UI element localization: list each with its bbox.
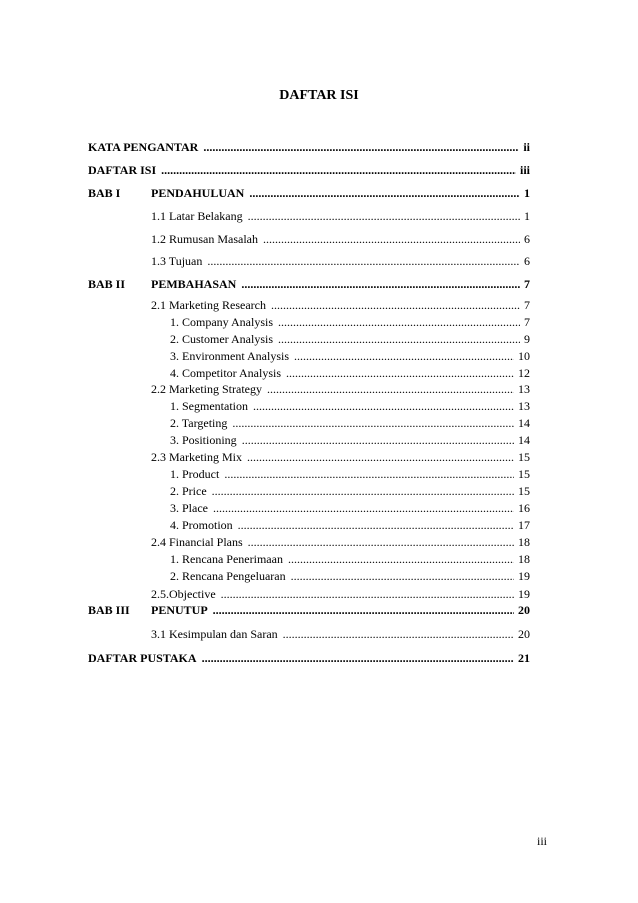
toc-entry-page-number: 7 — [520, 277, 530, 291]
toc-entry-label: 2. Rencana Pengeluaran — [170, 569, 286, 583]
toc-entry-label: 1. Rencana Penerimaan — [170, 552, 283, 566]
toc-entry-page-number: 14 — [514, 416, 530, 430]
toc-entry-page-number: iii — [516, 163, 530, 177]
toc-entry-label: 4. Promotion — [170, 518, 233, 532]
toc-entry-page-number: 6 — [520, 232, 530, 246]
toc-entry[interactable] — [151, 587, 530, 601]
toc-entry[interactable] — [151, 627, 530, 641]
toc-entry-leader — [88, 651, 530, 665]
toc-entry-leader — [151, 603, 530, 617]
toc-entry[interactable] — [170, 484, 530, 498]
toc-entry-leader — [170, 349, 530, 363]
toc-entry[interactable] — [151, 298, 530, 312]
toc-entry-page-number: 15 — [514, 450, 530, 464]
toc-entry[interactable] — [170, 552, 530, 566]
toc-entry-page-number: 18 — [514, 535, 530, 549]
chapter-number: BAB III — [88, 603, 130, 617]
toc-entry-leader — [170, 552, 530, 566]
toc-entry-page-number: 7 — [520, 315, 530, 329]
toc-entry-page-number: 9 — [520, 332, 530, 346]
toc-entry-leader — [151, 535, 530, 549]
toc-entry-label: 1. Company Analysis — [170, 315, 274, 329]
toc-entry-label: 1. Segmentation — [170, 399, 248, 413]
toc-entry-leader — [170, 332, 530, 346]
toc-entry-label: 3.1 Kesimpulan dan Saran — [151, 627, 278, 641]
toc-entry[interactable] — [151, 186, 530, 200]
toc-entry-label: 2.4 Financial Plans — [151, 535, 243, 549]
toc-entry-leader — [151, 209, 530, 223]
toc-entry[interactable] — [151, 209, 530, 223]
toc-entry-leader — [88, 140, 530, 154]
toc-entry[interactable] — [170, 399, 530, 413]
toc-entry-page-number: 13 — [514, 382, 530, 396]
toc-entry-leader — [170, 399, 530, 413]
toc-entry-label: 3. Environment Analysis — [170, 349, 289, 363]
toc-entry-page-number: 13 — [514, 399, 530, 413]
toc-entry-page-number: 19 — [514, 587, 530, 601]
toc-entry-label: 2. Targeting — [170, 416, 228, 430]
toc-entry[interactable] — [170, 366, 530, 380]
toc-entry-leader — [151, 587, 530, 601]
toc-entry[interactable] — [151, 277, 530, 291]
toc-entry-label: 4. Competitor Analysis — [170, 366, 281, 380]
chapter-number: BAB II — [88, 277, 126, 291]
toc-entry[interactable] — [151, 382, 530, 396]
toc-entry-page-number: 21 — [514, 651, 530, 665]
toc-entry-page-number: 15 — [514, 484, 530, 498]
toc-entry[interactable] — [88, 140, 530, 154]
toc-entry-label: DAFTAR ISI — [88, 163, 157, 177]
toc-entry-label: 3. Positioning — [170, 433, 237, 447]
toc-entry-page-number: 14 — [514, 433, 530, 447]
toc-entry-leader — [151, 254, 530, 268]
toc-entry-leader — [88, 163, 530, 177]
toc-entry-leader — [151, 186, 530, 200]
toc-entry-label: 2.1 Marketing Research — [151, 298, 266, 312]
toc-entry-label: PEMBAHASAN — [151, 277, 237, 291]
toc-entry[interactable] — [151, 254, 530, 268]
toc-entry-leader — [170, 416, 530, 430]
toc-entry[interactable] — [170, 349, 530, 363]
toc-entry[interactable] — [170, 569, 530, 583]
toc-entry-label: KATA PENGANTAR — [88, 140, 199, 154]
toc-entry[interactable] — [151, 535, 530, 549]
toc-entry-leader — [151, 627, 530, 641]
toc-entry-label: 1.2 Rumusan Masalah — [151, 232, 258, 246]
toc-entry[interactable] — [170, 518, 530, 532]
toc-entry-page-number: 16 — [514, 501, 530, 515]
toc-entry-page-number: 6 — [520, 254, 530, 268]
toc-entry-leader — [151, 232, 530, 246]
chapter-number: BAB I — [88, 186, 121, 200]
toc-entry[interactable] — [170, 315, 530, 329]
toc-entry-leader — [170, 433, 530, 447]
toc-entry-label: PENDAHULUAN — [151, 186, 245, 200]
toc-entry-page-number: 12 — [514, 366, 530, 380]
toc-entry-page-number: ii — [519, 140, 530, 154]
toc-entry[interactable] — [151, 603, 530, 617]
toc-entry-label: 2.3 Marketing Mix — [151, 450, 242, 464]
toc-entry[interactable] — [170, 501, 530, 515]
toc-entry[interactable] — [170, 433, 530, 447]
footer-page-number: iii — [536, 834, 547, 848]
toc-entry-label: 2.2 Marketing Strategy — [151, 382, 262, 396]
toc-entry-page-number: 20 — [514, 603, 530, 617]
toc-entry-page-number: 20 — [514, 627, 530, 641]
toc-entry-label: 2.5.Objective — [151, 587, 216, 601]
toc-entry-label: PENUTUP — [151, 603, 208, 617]
toc-entry-page-number: 10 — [514, 349, 530, 363]
toc-entry[interactable] — [170, 416, 530, 430]
toc-entry[interactable] — [88, 163, 530, 177]
toc-entry-leader — [151, 298, 530, 312]
toc-entry-leader — [151, 382, 530, 396]
toc-entry-label: DAFTAR PUSTAKA — [88, 651, 197, 665]
toc-entry-label: 2. Price — [170, 484, 207, 498]
page-title: DAFTAR ISI — [279, 88, 359, 103]
toc-entry-leader — [170, 315, 530, 329]
toc-entry-page-number: 18 — [514, 552, 530, 566]
toc-entry[interactable] — [170, 332, 530, 346]
toc-entry-leader — [170, 467, 530, 481]
toc-entry[interactable] — [151, 232, 530, 246]
toc-entry-leader — [170, 501, 530, 515]
toc-entry-leader — [151, 450, 530, 464]
toc-entry-label: 1.1 Latar Belakang — [151, 209, 243, 223]
toc-entry-label: 3. Place — [170, 501, 208, 515]
toc-entry-leader — [170, 518, 530, 532]
toc-entry-page-number: 19 — [514, 569, 530, 583]
toc-entry-page-number: 1 — [520, 186, 530, 200]
toc-entry-label: 1. Product — [170, 467, 220, 481]
toc-entry-leader — [170, 484, 530, 498]
toc-entry-label: 1.3 Tujuan — [151, 254, 203, 268]
toc-entry-page-number: 15 — [514, 467, 530, 481]
toc-entry[interactable] — [88, 651, 530, 665]
toc-entry-page-number: 1 — [520, 209, 530, 223]
toc-entry-leader — [151, 277, 530, 291]
toc-entry[interactable] — [151, 450, 530, 464]
toc-entry[interactable] — [170, 467, 530, 481]
toc-entry-page-number: 7 — [520, 298, 530, 312]
toc-entry-label: 2. Customer Analysis — [170, 332, 274, 346]
toc-entry-leader — [170, 366, 530, 380]
toc-entry-page-number: 17 — [514, 518, 530, 532]
toc-entry-leader — [170, 569, 530, 583]
